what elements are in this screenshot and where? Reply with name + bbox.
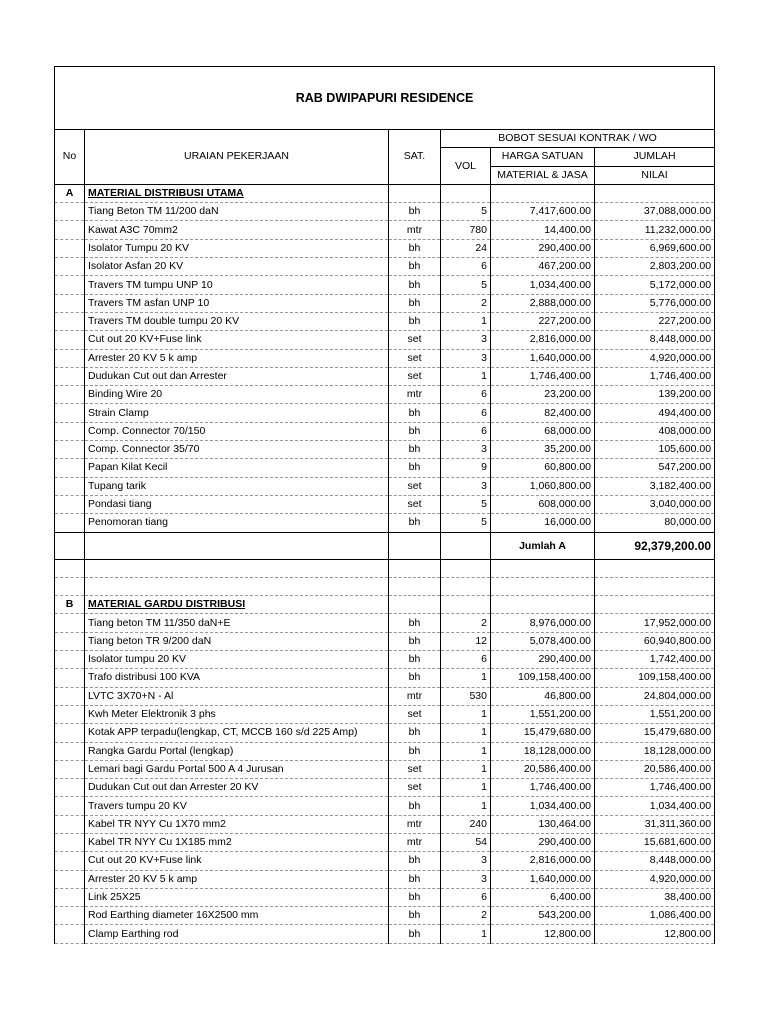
row-no bbox=[55, 833, 85, 851]
item-name: Trafo distribusi 100 KVA bbox=[85, 669, 389, 687]
item-unit: set bbox=[389, 331, 441, 349]
item-unit: bh bbox=[389, 742, 441, 760]
table-row bbox=[55, 797, 715, 815]
item-total: 494,400.00 bbox=[595, 404, 715, 422]
table-row bbox=[55, 852, 715, 870]
item-name: Link 25X25 bbox=[85, 888, 389, 906]
item-volume: 3 bbox=[441, 477, 491, 495]
row-no bbox=[55, 514, 85, 532]
header-sat: SAT. bbox=[389, 130, 441, 185]
item-name: Dudukan Cut out dan Arrester bbox=[85, 367, 389, 385]
item-name: Pondasi tiang bbox=[85, 495, 389, 513]
item-unit-price: 543,200.00 bbox=[491, 907, 595, 925]
section-title: MATERIAL GARDU DISTRIBUSI bbox=[85, 596, 389, 614]
row-no bbox=[55, 651, 85, 669]
blank-row bbox=[55, 559, 715, 577]
section-b-header bbox=[55, 596, 715, 614]
row-no bbox=[55, 495, 85, 513]
item-unit: set bbox=[389, 349, 441, 367]
row-no bbox=[55, 779, 85, 797]
item-unit: bh bbox=[389, 276, 441, 294]
item-unit-price: 35,200.00 bbox=[491, 441, 595, 459]
item-name: Travers TM tumpu UNP 10 bbox=[85, 276, 389, 294]
row-no bbox=[55, 294, 85, 312]
item-total: 8,448,000.00 bbox=[595, 852, 715, 870]
item-unit-price: 1,034,400.00 bbox=[491, 276, 595, 294]
table-row bbox=[55, 495, 715, 513]
row-no bbox=[55, 477, 85, 495]
table-row bbox=[55, 221, 715, 239]
item-unit-price: 1,640,000.00 bbox=[491, 870, 595, 888]
item-total: 227,200.00 bbox=[595, 312, 715, 330]
item-name: Rod Earthing diameter 16X2500 mm bbox=[85, 907, 389, 925]
row-no bbox=[55, 742, 85, 760]
item-name: Kawat A3C 70mm2 bbox=[85, 221, 389, 239]
table-row bbox=[55, 349, 715, 367]
item-name: Tiang beton TM 11/350 daN+E bbox=[85, 614, 389, 632]
table-row bbox=[55, 705, 715, 723]
row-no bbox=[55, 687, 85, 705]
section-letter: B bbox=[55, 596, 85, 614]
item-total: 3,040,000.00 bbox=[595, 495, 715, 513]
item-volume: 6 bbox=[441, 258, 491, 276]
table-row bbox=[55, 651, 715, 669]
item-name: Travers TM double tumpu 20 KV bbox=[85, 312, 389, 330]
item-volume: 1 bbox=[441, 312, 491, 330]
row-no bbox=[55, 422, 85, 440]
table-row bbox=[55, 907, 715, 925]
item-volume: 54 bbox=[441, 833, 491, 851]
item-unit: bh bbox=[389, 312, 441, 330]
item-volume: 5 bbox=[441, 495, 491, 513]
item-unit-price: 1,746,400.00 bbox=[491, 367, 595, 385]
item-volume: 5 bbox=[441, 514, 491, 532]
item-name: Strain Clamp bbox=[85, 404, 389, 422]
table-row bbox=[55, 925, 715, 943]
item-total: 60,940,800.00 bbox=[595, 632, 715, 650]
item-total: 80,000.00 bbox=[595, 514, 715, 532]
table-row bbox=[55, 614, 715, 632]
item-unit-price: 290,400.00 bbox=[491, 651, 595, 669]
item-unit: bh bbox=[389, 614, 441, 632]
table-row bbox=[55, 312, 715, 330]
row-no bbox=[55, 852, 85, 870]
table-row bbox=[55, 724, 715, 742]
item-unit: bh bbox=[389, 203, 441, 221]
table-row bbox=[55, 294, 715, 312]
row-no bbox=[55, 870, 85, 888]
item-name: Arrester 20 KV 5 k amp bbox=[85, 870, 389, 888]
item-unit: mtr bbox=[389, 833, 441, 851]
item-unit: bh bbox=[389, 239, 441, 257]
item-unit: set bbox=[389, 367, 441, 385]
item-unit: bh bbox=[389, 422, 441, 440]
item-unit: bh bbox=[389, 651, 441, 669]
item-unit-price: 5,078,400.00 bbox=[491, 632, 595, 650]
table-row bbox=[55, 441, 715, 459]
item-name: Dudukan Cut out dan Arrester 20 KV bbox=[85, 779, 389, 797]
item-volume: 6 bbox=[441, 386, 491, 404]
item-unit: mtr bbox=[389, 221, 441, 239]
row-no bbox=[55, 459, 85, 477]
item-total: 1,086,400.00 bbox=[595, 907, 715, 925]
row-no bbox=[55, 239, 85, 257]
item-unit-price: 18,128,000.00 bbox=[491, 742, 595, 760]
item-total: 547,200.00 bbox=[595, 459, 715, 477]
item-total: 1,742,400.00 bbox=[595, 651, 715, 669]
subtotal-row bbox=[55, 532, 715, 559]
item-total: 5,172,000.00 bbox=[595, 276, 715, 294]
row-no bbox=[55, 705, 85, 723]
item-name: Tiang beton TR 9/200 daN bbox=[85, 632, 389, 650]
row-no bbox=[55, 276, 85, 294]
item-unit: bh bbox=[389, 797, 441, 815]
item-name: Comp. Connector 70/150 bbox=[85, 422, 389, 440]
item-volume: 530 bbox=[441, 687, 491, 705]
item-unit-price: 1,551,200.00 bbox=[491, 705, 595, 723]
item-total: 20,586,400.00 bbox=[595, 760, 715, 778]
item-name: Kotak APP terpadu(lengkap, CT, MCCB 160 s/d 225 Amp) bbox=[85, 724, 389, 742]
item-name: Isolator Asfan 20 KV bbox=[85, 258, 389, 276]
item-volume: 1 bbox=[441, 669, 491, 687]
item-volume: 780 bbox=[441, 221, 491, 239]
item-total: 1,746,400.00 bbox=[595, 367, 715, 385]
row-no bbox=[55, 925, 85, 943]
table-row bbox=[55, 386, 715, 404]
item-volume: 12 bbox=[441, 632, 491, 650]
item-volume: 1 bbox=[441, 779, 491, 797]
item-unit-price: 130,464.00 bbox=[491, 815, 595, 833]
table-row bbox=[55, 514, 715, 532]
item-total: 18,128,000.00 bbox=[595, 742, 715, 760]
item-volume: 1 bbox=[441, 742, 491, 760]
table-row bbox=[55, 632, 715, 650]
item-total: 139,200.00 bbox=[595, 386, 715, 404]
item-name: Clamp Earthing rod bbox=[85, 925, 389, 943]
item-total: 15,479,680.00 bbox=[595, 724, 715, 742]
item-unit-price: 60,800.00 bbox=[491, 459, 595, 477]
section-a-header bbox=[55, 184, 715, 202]
row-no bbox=[55, 386, 85, 404]
table-row bbox=[55, 760, 715, 778]
item-unit: bh bbox=[389, 870, 441, 888]
row-no bbox=[55, 331, 85, 349]
row-no bbox=[55, 367, 85, 385]
table-row bbox=[55, 870, 715, 888]
item-unit: set bbox=[389, 779, 441, 797]
item-volume: 3 bbox=[441, 349, 491, 367]
item-total: 2,803,200.00 bbox=[595, 258, 715, 276]
item-unit: bh bbox=[389, 404, 441, 422]
item-unit-price: 290,400.00 bbox=[491, 239, 595, 257]
item-total: 6,969,600.00 bbox=[595, 239, 715, 257]
item-unit-price: 82,400.00 bbox=[491, 404, 595, 422]
section-title: MATERIAL DISTRIBUSI UTAMA bbox=[85, 184, 389, 202]
item-unit-price: 20,586,400.00 bbox=[491, 760, 595, 778]
item-unit: bh bbox=[389, 888, 441, 906]
row-no bbox=[55, 907, 85, 925]
header-harga-satuan: HARGA SATUAN bbox=[491, 148, 595, 166]
row-no bbox=[55, 888, 85, 906]
item-name: Isolator tumpu 20 KV bbox=[85, 651, 389, 669]
table-row bbox=[55, 203, 715, 221]
item-total: 1,034,400.00 bbox=[595, 797, 715, 815]
table-row bbox=[55, 477, 715, 495]
item-unit: bh bbox=[389, 632, 441, 650]
item-volume: 6 bbox=[441, 651, 491, 669]
item-volume: 1 bbox=[441, 797, 491, 815]
item-volume: 1 bbox=[441, 724, 491, 742]
item-total: 37,088,000.00 bbox=[595, 203, 715, 221]
item-unit: mtr bbox=[389, 386, 441, 404]
item-unit: set bbox=[389, 760, 441, 778]
item-unit-price: 68,000.00 bbox=[491, 422, 595, 440]
row-no bbox=[55, 760, 85, 778]
table-row bbox=[55, 742, 715, 760]
table-row bbox=[55, 367, 715, 385]
item-volume: 6 bbox=[441, 888, 491, 906]
item-total: 105,600.00 bbox=[595, 441, 715, 459]
row-no bbox=[55, 258, 85, 276]
item-volume: 24 bbox=[441, 239, 491, 257]
item-unit: bh bbox=[389, 459, 441, 477]
item-total: 8,448,000.00 bbox=[595, 331, 715, 349]
item-unit-price: 1,060,800.00 bbox=[491, 477, 595, 495]
item-unit-price: 227,200.00 bbox=[491, 312, 595, 330]
item-unit: bh bbox=[389, 441, 441, 459]
table-row bbox=[55, 669, 715, 687]
item-total: 5,776,000.00 bbox=[595, 294, 715, 312]
item-volume: 2 bbox=[441, 294, 491, 312]
item-total: 11,232,000.00 bbox=[595, 221, 715, 239]
row-no bbox=[55, 614, 85, 632]
item-unit: set bbox=[389, 495, 441, 513]
header-vol: VOL bbox=[441, 148, 491, 185]
item-total: 408,000.00 bbox=[595, 422, 715, 440]
header-nilai: NILAI bbox=[595, 166, 715, 184]
item-volume: 5 bbox=[441, 276, 491, 294]
item-total: 3,182,400.00 bbox=[595, 477, 715, 495]
row-no bbox=[55, 815, 85, 833]
item-unit-price: 7,417,600.00 bbox=[491, 203, 595, 221]
table-row bbox=[55, 258, 715, 276]
blank-row bbox=[55, 577, 715, 595]
item-total: 15,681,600.00 bbox=[595, 833, 715, 851]
table-row bbox=[55, 888, 715, 906]
item-volume: 9 bbox=[441, 459, 491, 477]
item-name: Kabel TR NYY Cu 1X70 mm2 bbox=[85, 815, 389, 833]
rab-table bbox=[54, 66, 715, 944]
item-unit: bh bbox=[389, 724, 441, 742]
item-unit-price: 109,158,400.00 bbox=[491, 669, 595, 687]
item-unit-price: 1,746,400.00 bbox=[491, 779, 595, 797]
item-unit-price: 16,000.00 bbox=[491, 514, 595, 532]
item-name: Comp. Connector 35/70 bbox=[85, 441, 389, 459]
table-row bbox=[55, 459, 715, 477]
item-name: Isolator Tumpu 20 KV bbox=[85, 239, 389, 257]
subtotal-label: Jumlah A bbox=[491, 532, 595, 559]
rab-sheet bbox=[54, 66, 714, 944]
item-name: Arrester 20 KV 5 k amp bbox=[85, 349, 389, 367]
item-total: 24,804,000.00 bbox=[595, 687, 715, 705]
item-unit: bh bbox=[389, 907, 441, 925]
item-volume: 1 bbox=[441, 367, 491, 385]
item-unit: bh bbox=[389, 294, 441, 312]
item-unit: set bbox=[389, 705, 441, 723]
item-name: Cut out 20 KV+Fuse link bbox=[85, 852, 389, 870]
row-no bbox=[55, 441, 85, 459]
item-name: Tupang tarik bbox=[85, 477, 389, 495]
item-volume: 3 bbox=[441, 852, 491, 870]
item-unit: bh bbox=[389, 852, 441, 870]
item-name: Papan Kilat Kecil bbox=[85, 459, 389, 477]
item-name: Travers tumpu 20 KV bbox=[85, 797, 389, 815]
document-title: RAB DWIPAPURI RESIDENCE bbox=[55, 67, 715, 130]
item-unit-price: 14,400.00 bbox=[491, 221, 595, 239]
item-unit-price: 15,479,680.00 bbox=[491, 724, 595, 742]
header-no: No bbox=[55, 130, 85, 185]
item-volume: 1 bbox=[441, 705, 491, 723]
item-unit: bh bbox=[389, 669, 441, 687]
item-name: Kabel TR NYY Cu 1X185 mm2 bbox=[85, 833, 389, 851]
table-row bbox=[55, 276, 715, 294]
table-row bbox=[55, 331, 715, 349]
item-unit-price: 6,400.00 bbox=[491, 888, 595, 906]
item-unit-price: 1,034,400.00 bbox=[491, 797, 595, 815]
item-name: Penomoran tiang bbox=[85, 514, 389, 532]
item-unit: set bbox=[389, 477, 441, 495]
item-volume: 3 bbox=[441, 870, 491, 888]
table-row bbox=[55, 422, 715, 440]
item-volume: 3 bbox=[441, 441, 491, 459]
item-unit-price: 608,000.00 bbox=[491, 495, 595, 513]
item-unit-price: 1,640,000.00 bbox=[491, 349, 595, 367]
item-volume: 3 bbox=[441, 331, 491, 349]
item-volume: 240 bbox=[441, 815, 491, 833]
item-unit-price: 290,400.00 bbox=[491, 833, 595, 851]
row-no bbox=[55, 724, 85, 742]
item-unit-price: 467,200.00 bbox=[491, 258, 595, 276]
table-row bbox=[55, 815, 715, 833]
item-total: 38,400.00 bbox=[595, 888, 715, 906]
row-no bbox=[55, 203, 85, 221]
item-name: Travers TM asfan UNP 10 bbox=[85, 294, 389, 312]
item-name: Lemari bagi Gardu Portal 500 A 4 Jurusan bbox=[85, 760, 389, 778]
header-material-jasa: MATERIAL & JASA bbox=[491, 166, 595, 184]
item-volume: 2 bbox=[441, 614, 491, 632]
item-total: 1,551,200.00 bbox=[595, 705, 715, 723]
item-volume: 5 bbox=[441, 203, 491, 221]
item-total: 17,952,000.00 bbox=[595, 614, 715, 632]
row-no bbox=[55, 404, 85, 422]
row-no bbox=[55, 312, 85, 330]
table-row bbox=[55, 779, 715, 797]
row-no bbox=[55, 669, 85, 687]
item-unit-price: 2,816,000.00 bbox=[491, 331, 595, 349]
subtotal-value: 92,379,200.00 bbox=[595, 532, 715, 559]
item-name: Rangka Gardu Portal (lengkap) bbox=[85, 742, 389, 760]
item-name: LVTC 3X70+N - Al bbox=[85, 687, 389, 705]
item-volume: 1 bbox=[441, 760, 491, 778]
row-no bbox=[55, 797, 85, 815]
item-name: Kwh Meter Elektronik 3 phs bbox=[85, 705, 389, 723]
item-unit: bh bbox=[389, 925, 441, 943]
section-letter: A bbox=[55, 184, 85, 202]
item-volume: 2 bbox=[441, 907, 491, 925]
item-unit: bh bbox=[389, 514, 441, 532]
item-unit: mtr bbox=[389, 687, 441, 705]
header-uraian: URAIAN PEKERJAAN bbox=[85, 130, 389, 185]
item-unit-price: 2,888,000.00 bbox=[491, 294, 595, 312]
item-volume: 6 bbox=[441, 404, 491, 422]
item-name: Cut out 20 KV+Fuse link bbox=[85, 331, 389, 349]
item-unit-price: 46,800.00 bbox=[491, 687, 595, 705]
item-name: Binding Wire 20 bbox=[85, 386, 389, 404]
row-no bbox=[55, 349, 85, 367]
item-total: 12,800.00 bbox=[595, 925, 715, 943]
row-no bbox=[55, 221, 85, 239]
item-total: 1,746,400.00 bbox=[595, 779, 715, 797]
item-unit-price: 23,200.00 bbox=[491, 386, 595, 404]
item-total: 4,920,000.00 bbox=[595, 349, 715, 367]
table-row bbox=[55, 404, 715, 422]
item-name: Tiang Beton TM 11/200 daN bbox=[85, 203, 389, 221]
item-unit: bh bbox=[389, 258, 441, 276]
row-no bbox=[55, 632, 85, 650]
item-volume: 1 bbox=[441, 925, 491, 943]
table-row bbox=[55, 687, 715, 705]
item-total: 109,158,400.00 bbox=[595, 669, 715, 687]
item-total: 31,311,360.00 bbox=[595, 815, 715, 833]
header-bobot: BOBOT SESUAI KONTRAK / WO bbox=[441, 130, 715, 148]
item-total: 4,920,000.00 bbox=[595, 870, 715, 888]
item-unit-price: 8,976,000.00 bbox=[491, 614, 595, 632]
header-jumlah: JUMLAH bbox=[595, 148, 715, 166]
item-unit-price: 2,816,000.00 bbox=[491, 852, 595, 870]
item-unit-price: 12,800.00 bbox=[491, 925, 595, 943]
table-row bbox=[55, 833, 715, 851]
item-volume: 6 bbox=[441, 422, 491, 440]
table-row bbox=[55, 239, 715, 257]
item-unit: mtr bbox=[389, 815, 441, 833]
